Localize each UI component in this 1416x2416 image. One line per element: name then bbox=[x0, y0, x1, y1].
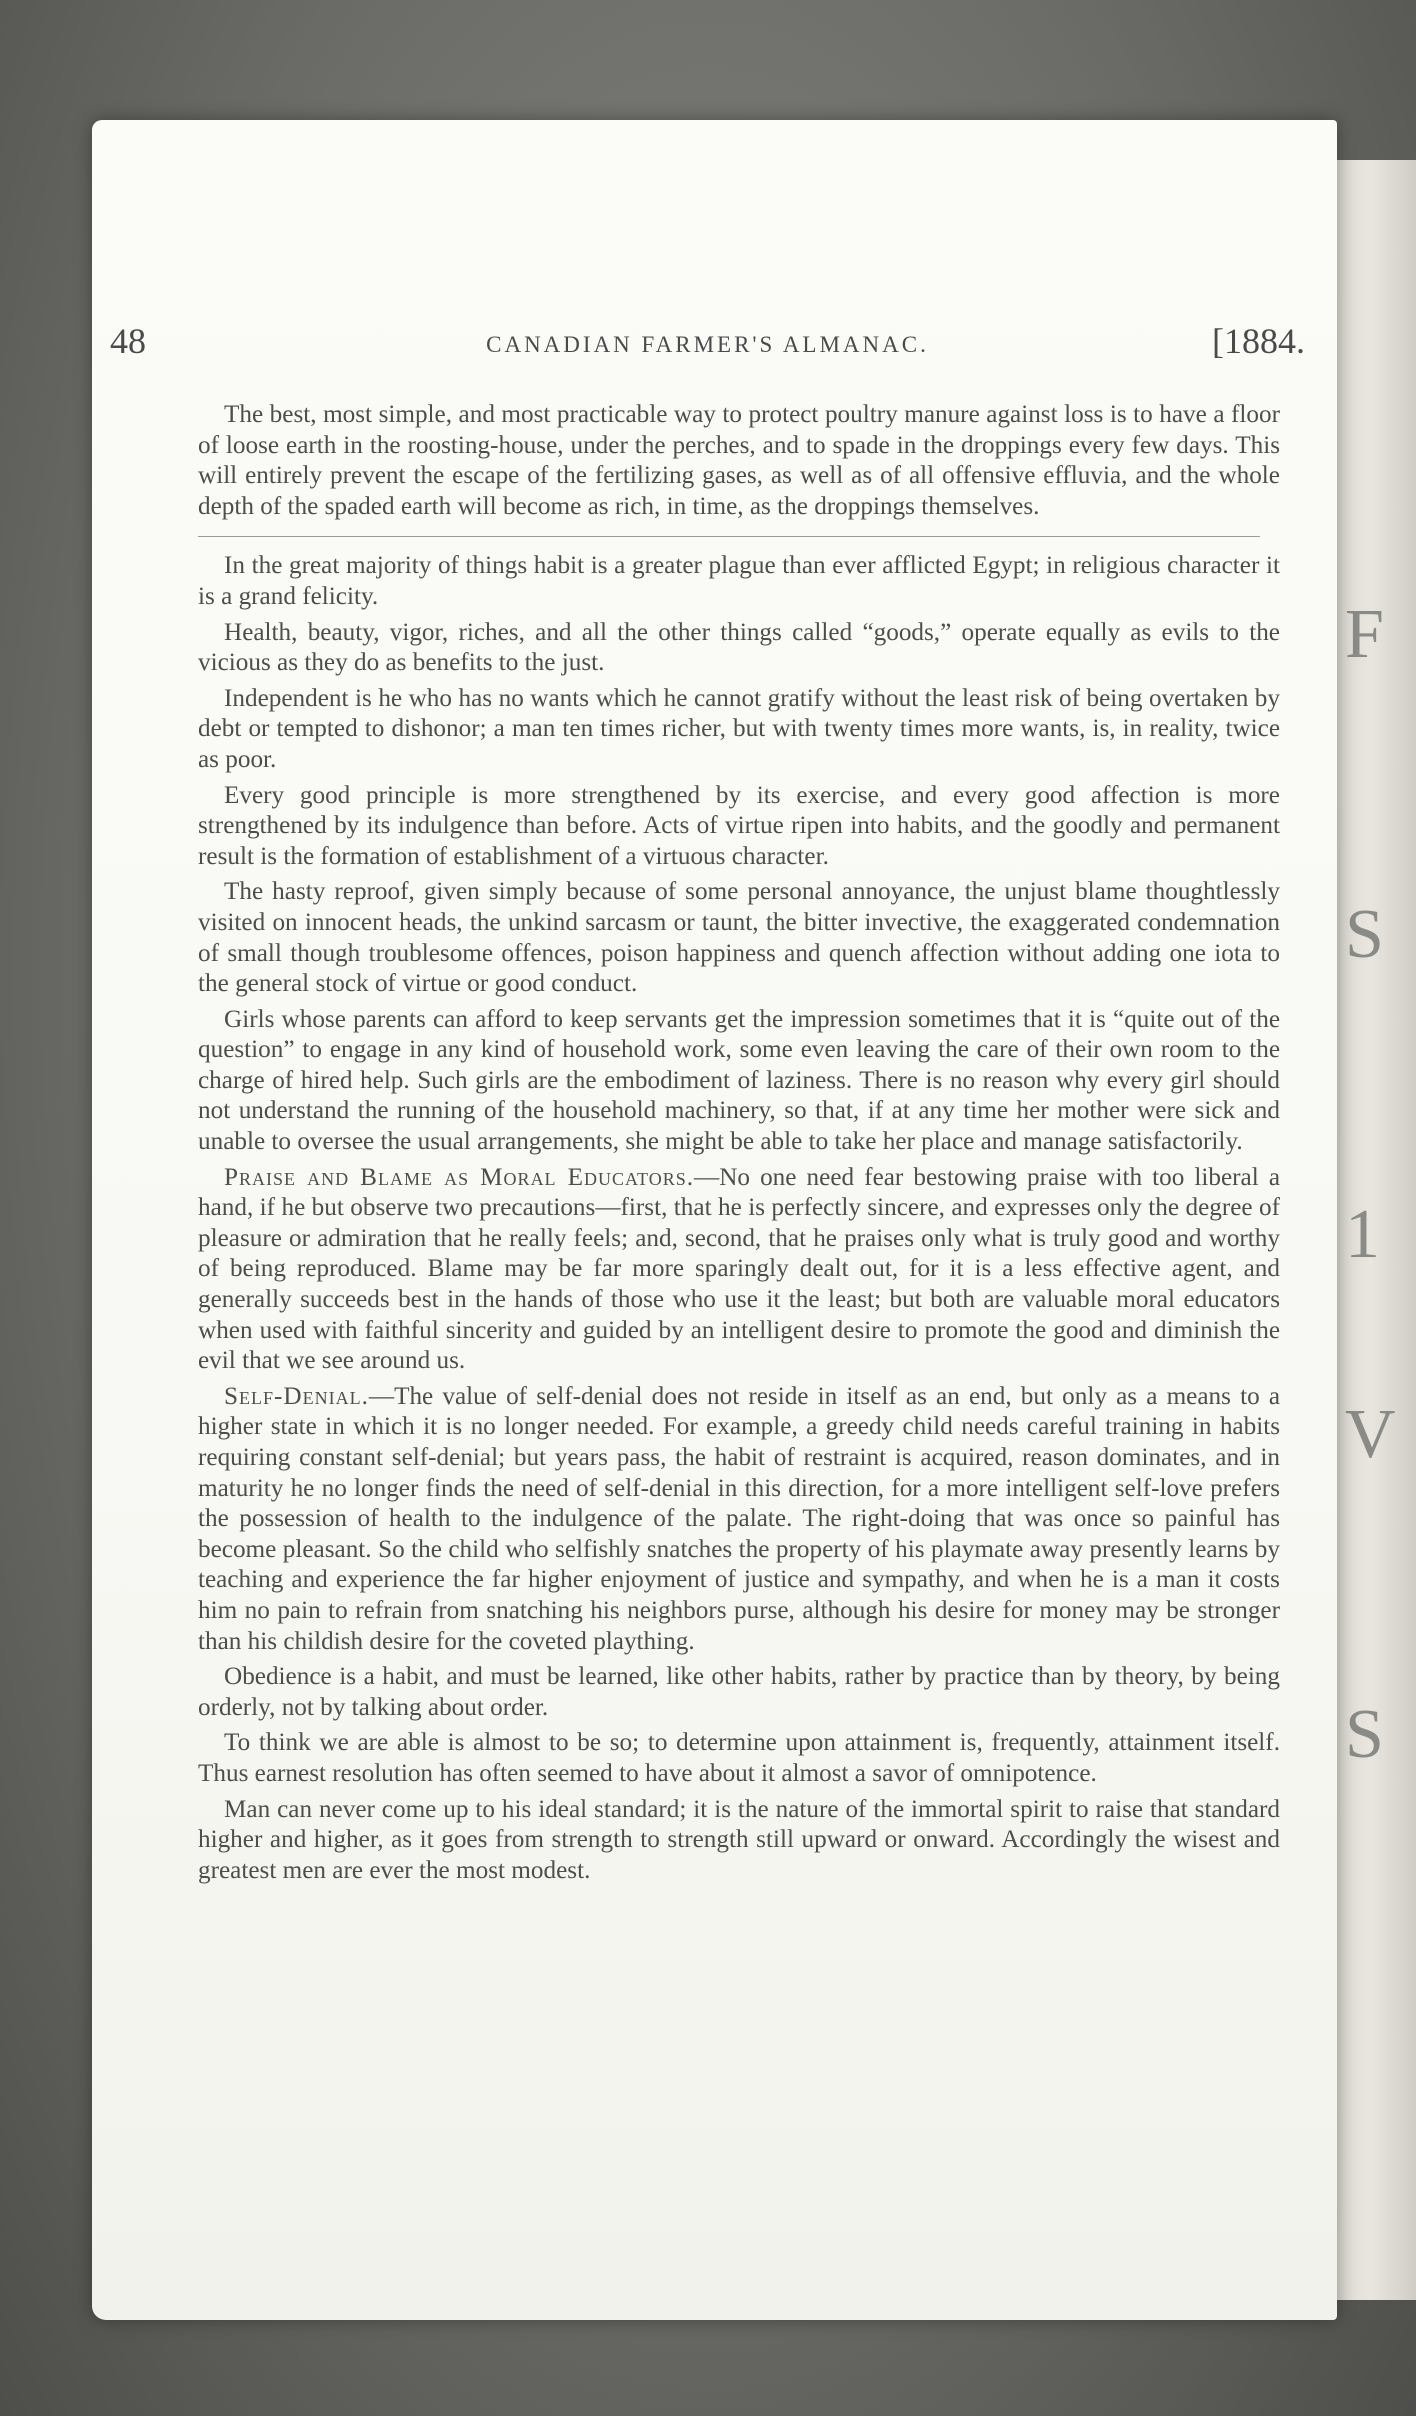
paragraph-obedience bbox=[198, 1662, 1280, 1723]
paragraph-independent bbox=[198, 684, 1280, 776]
next-page-letter: V bbox=[1345, 1396, 1396, 1473]
paragraph-poultry-manure bbox=[198, 400, 1280, 522]
next-page-letter: 1 bbox=[1345, 1196, 1380, 1273]
paragraph-hasty-reproof bbox=[198, 877, 1280, 999]
paragraph-text: The hasty reproof, given simply because of some personal annoyance, the unjust blame thoughtlessly visited on innocent heads, the unkind sarcasm or taunt, the bitter invective, the exaggerated condemnation of small though troublesome offences, poison happiness and quench affection without adding one iota to the general stock of virtue or good conduct. bbox=[198, 878, 1280, 998]
next-page-letter: F bbox=[1345, 596, 1384, 673]
paragraph-text: —The value of self-denial does not reside in itself as an end, but only as a means to a higher state in which it is no longer needed. For example, a greedy child needs careful training in habits requiring constant self-denial; but years pass, the habit of restraint is acquired, reason dominates, and in maturity he no longer finds the need of self-denial in this direction, for a more intelligent self-love prefers the possession of health to the indulgence of the palate. The right-doing that was once so painful has become pleasant. So the child who selfishly snatches the property of his playmate away presently learns by teaching and experience the far higher enjoyment of justice and sympathy, and when he is a man it costs him no pain to refrain from snatching his neighbors purse, although his desire for money may be stronger than his childish desire for the coveted plaything. bbox=[198, 1382, 1280, 1655]
paragraph-goods bbox=[198, 618, 1280, 679]
paragraph-text: Health, beauty, vigor, riches, and all the other things called “goods,” operate equally as evils to the vicious as they do as benefits to the just. bbox=[198, 618, 1280, 677]
paragraph-ideal-standard bbox=[198, 1795, 1280, 1887]
section-divider bbox=[198, 536, 1260, 537]
page-title: CANADIAN FARMER'S ALMANAC. bbox=[486, 332, 929, 357]
paragraph-good-principle bbox=[198, 781, 1280, 873]
paragraph-heading: Self-Denial. bbox=[224, 1382, 369, 1410]
paragraph-praise-blame bbox=[198, 1163, 1280, 1377]
paragraph-heading: Praise and Blame as Moral Educators. bbox=[224, 1163, 695, 1191]
paragraph-text: To think we are able is almost to be so; to determine upon attainment is, frequently, attainment itself. Thus earnest resolution has often seemed to have about it almost a savor of omnipotence. bbox=[198, 1729, 1280, 1787]
paragraph-text: Independent is he who has no wants which he cannot gratify without the least risk of being overtaken by debt or tempted to dishonor; a man ten times richer, but with twenty times more wants, is, in reality, twice as poor. bbox=[198, 684, 1280, 773]
paragraph-text: Man can never come up to his ideal standard; it is the nature of the immortal spirit to raise that standard higher and higher, as it goes from strength to strength still upward or onward. Accordingly the wisest and greatest men are ever the most modest. bbox=[198, 1795, 1280, 1884]
next-page-letter: S bbox=[1345, 896, 1384, 973]
paragraph-girls-household bbox=[198, 1005, 1280, 1158]
paragraph-to-think bbox=[198, 1728, 1280, 1789]
running-head bbox=[110, 200, 1305, 361]
paragraph-text: The best, most simple, and most practicable way to protect poultry manure against loss is to have a floor of loose earth in the roosting-house, under the perches, and to spade in the droppings every few days. This will entirely prevent the escape of the fertilizing gases, as well as of all offensive effluvia, and the whole depth of the spaded earth will become as rich, in time, as the droppings themselves. bbox=[198, 401, 1280, 520]
page-year: [1884. bbox=[1212, 321, 1305, 361]
paragraph-text: —No one need fear bestowing praise with too liberal a hand, if he but observe two precautions—first, that he is perfectly sincere, and expresses only the degree of pleasure or admiration that he really feels; and, second, that he praises only what is truly good and worthy of being reproduced. Blame may be far more sparingly dealt out, for it is a less effective agent, and generally succeeds best in the hands of those who use it the least; but both are valuable moral educators when used with faithful sincerity and guided by an intelligent desire to promote the good and diminish the evil that we see around us. bbox=[198, 1163, 1280, 1375]
paragraph-text: Obedience is a habit, and must be learned, like other habits, rather by practice than by theory, by being orderly, not by talking about order. bbox=[198, 1663, 1280, 1721]
next-page-letter: S bbox=[1345, 1696, 1384, 1773]
paragraph-text: Every good principle is more strengthened by its exercise, and every good affection is more strengthened by its indulgence than before. Acts of virtue ripen into habits, and the goodly and permanent result is the formation of establishment of a virtuous character. bbox=[198, 781, 1280, 870]
page-number: 48 bbox=[110, 321, 146, 361]
paragraph-habit bbox=[198, 551, 1280, 612]
paragraph-text: In the great majority of things habit is a greater plague than ever afflicted Egypt; in religious character it is a grand felicity. bbox=[198, 552, 1280, 610]
paragraph-text: Girls whose parents can afford to keep servants get the impression sometimes that it is “quite out of the question” to engage in any kind of household work, some even leaving the care of their own room to the charge of hired help. Such girls are the embodiment of laziness. There is no reason why every girl should not understand the running of the household machinery, so that, if at any time her mother were sick and unable to oversee the usual arrangements, she might be able to take her place and manage satisfactorily. bbox=[198, 1005, 1280, 1156]
paragraph-self-denial bbox=[198, 1382, 1280, 1657]
body-text bbox=[198, 400, 1280, 1891]
